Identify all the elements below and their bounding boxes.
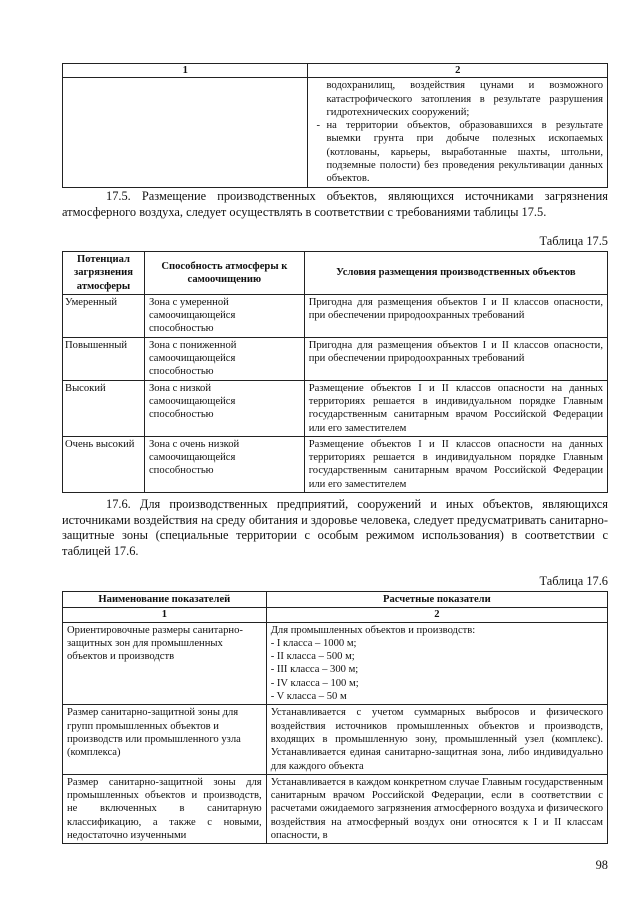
table-cell	[266, 622, 607, 705]
table-17-6	[62, 591, 608, 844]
table-row	[63, 337, 608, 380]
page-number: 98	[595, 858, 608, 872]
table-row	[63, 705, 608, 774]
column-number: 2	[308, 64, 608, 78]
table-cell: Высокий	[63, 380, 145, 436]
table-caption: Таблица 17.6	[539, 574, 608, 588]
table-header-row	[63, 592, 608, 608]
table-number-row	[63, 608, 608, 622]
table-row	[63, 774, 608, 843]
table-cell: Пригодна для размещения объектов I и II классов опасности, при обеспечении природоохранных требований	[304, 337, 607, 380]
list-item: - III класса – 300 м;	[270, 664, 359, 676]
list-item: - I класса – 1000 м;	[270, 637, 357, 649]
column-header: Потенциал загрязнения атмосферы	[63, 252, 145, 295]
table-row	[63, 294, 608, 337]
table-cell: Ориентировочные размеры санитарно-защитных зон для промышленных объектов и производств	[63, 622, 267, 705]
table-row	[63, 436, 608, 492]
column-number: 2	[266, 608, 607, 622]
table-row	[63, 78, 608, 187]
table-17-5	[62, 251, 608, 493]
column-number: 1	[63, 64, 308, 78]
table-cell: Размещение объектов I и II классов опасности на данных территориях решается в индивидуальном порядке Главным государственным санитарным врачом Российской Федерации или его заместителем	[304, 380, 607, 436]
table-cell: Очень высокий	[63, 436, 145, 492]
paragraph-17-5: 17.5. Размещение производственных объектов, являющихся источниками загрязнения атмосферного воздуха, следует осуществлять в соответствии с требованиями таблицы 17.5.	[62, 189, 608, 219]
table-header-row	[63, 64, 608, 78]
paragraph-17-6: 17.6. Для производственных предприятий, сооружений и иных объектов, являющихся источниками воздействия на среду обитания и здоровье человека, следует предусматривать санитарно-защитные зоны (специальные территории с особым режимом использования) в соответствии с таблицей 17.6.	[62, 497, 608, 559]
table-cell: Размер санитарно-защитной зоны для промышленных объектов и производств, не включенных в санитарную классификацию, а также с новыми, недостаточно изученными	[63, 774, 267, 843]
list-item: - II класса – 500 м;	[270, 651, 355, 663]
table-row	[63, 622, 608, 705]
column-header: Способность атмосферы к самоочищению	[144, 252, 304, 295]
table-cell: Зона с низкой самоочищающейся способностью	[144, 380, 304, 436]
table-cell: Размещение объектов I и II классов опасности на данных территориях решается в индивидуальном порядке Главным государственным санитарным врачом Российской Федерации или его заместителем	[304, 436, 607, 492]
table-caption: Таблица 17.5	[539, 234, 608, 248]
table-row	[63, 380, 608, 436]
list-intro: Для промышленных объектов и производств:	[270, 624, 476, 636]
table-cell: Пригодна для размещения объектов I и II классов опасности, при обеспечении природоохранных требований	[304, 294, 607, 337]
empty-cell	[63, 78, 308, 187]
table-cell: Зона с пониженной самоочищающейся способностью	[144, 337, 304, 380]
list-item: - IV класса – 100 м;	[270, 677, 359, 689]
table-header-row	[63, 252, 608, 295]
list-item: - V класса – 50 м	[270, 691, 347, 703]
continuation-text: водохранилищ, воздействия цунами и возможного катастрофического затопления в результате разрушения гидротехнических сооружений;	[326, 80, 603, 118]
column-number: 1	[63, 608, 267, 622]
column-header: Расчетные показатели	[266, 592, 607, 608]
table-cell	[308, 78, 608, 187]
continuation-table	[62, 63, 608, 188]
table-cell: Устанавливается в каждом конкретном случае Главным государственным санитарным врачом Российской Федерации, если в соответствии с расчетами ожидаемого загрязнения атмосферного воздуха и физического воздействия на атмосферный воздух они относятся к I и II классам опасности, в	[266, 774, 607, 843]
table-cell: Умеренный	[63, 294, 145, 337]
table-cell: Размер санитарно-защитной зоны для групп промышленных объектов и производств или промышленного узла (комплекса)	[63, 705, 267, 774]
table-cell: Зона с умеренной самоочищающейся способностью	[144, 294, 304, 337]
table-cell: Зона с очень низкой самоочищающейся способностью	[144, 436, 304, 492]
table-cell: Устанавливается с учетом суммарных выбросов и физического воздействия источников промышленных объектов и производств, входящих в промышленную зону, промышленный узел (комплекс). Устанавливается единая санитарно-защитная зона, либо индивидуально для каждого объекта	[266, 705, 607, 774]
table-cell: Повышенный	[63, 337, 145, 380]
column-header: Условия размещения производственных объектов	[304, 252, 607, 295]
list-item: - на территории объектов, образовавшихся в результате выемки грунта при добыче полезных ископаемых (котлованы, карьеры, выработанные шахты, штольни, подземные полости) без проведения рекультивации данных объектов.	[316, 119, 603, 185]
bullet-list	[316, 119, 603, 185]
column-header: Наименование показателей	[63, 592, 267, 608]
